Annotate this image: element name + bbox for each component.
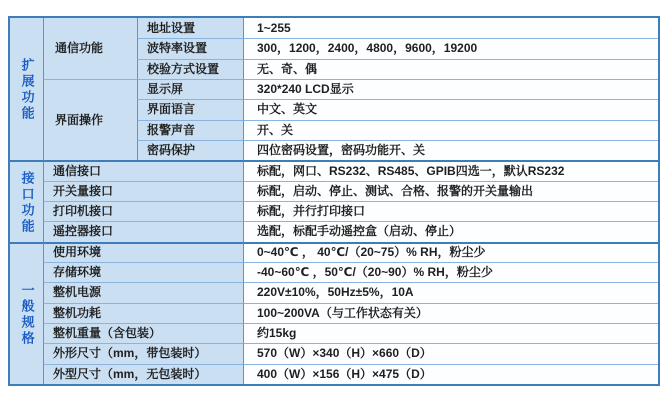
group-label-communication-function: 通信功能 — [43, 18, 137, 79]
row-value-dimensions-packed: 570（W）×340（H）×660（D） — [243, 343, 658, 363]
section-title-general-specs: 一般规格 — [10, 242, 43, 384]
specification-table — [8, 16, 660, 386]
row-value-power-supply: 220V±10%，50Hz±5%，10A — [243, 282, 658, 302]
row-label-remote-control-port: 遥控器接口 — [43, 221, 243, 241]
row-label-weight-with-package: 整机重量（含包装） — [43, 323, 243, 343]
row-label-storage-environment: 存储环境 — [43, 262, 243, 282]
row-label-power-consumption: 整机功耗 — [43, 303, 243, 323]
row-value-remote-control-port: 选配，标配手动遥控盒（启动、停止） — [243, 221, 658, 241]
row-value-dimensions-unpacked: 400（W）×156（H）×475（D） — [243, 364, 658, 384]
row-value-password-protection: 四位密码设置，密码功能开、关 — [243, 140, 658, 160]
section-title-interface-functions: 接口功能 — [10, 160, 43, 241]
row-label-dimensions-unpacked: 外型尺寸（mm，无包装时） — [43, 364, 243, 384]
row-value-display-screen: 320*240 LCD显示 — [243, 79, 658, 99]
row-value-communication-port: 标配，网口、RS232、RS485、GPIB四选一，默认RS232 — [243, 160, 658, 180]
row-label-printer-port: 打印机接口 — [43, 201, 243, 221]
row-value-power-consumption: 100~200VA（与工作状态有关） — [243, 303, 658, 323]
row-value-parity-setting: 无、奇、偶 — [243, 59, 658, 79]
row-value-interface-language: 中文、英文 — [243, 99, 658, 119]
row-label-address-setting: 地址设置 — [137, 18, 243, 38]
row-value-address-setting: 1~255 — [243, 18, 658, 38]
group-label-interface-operation: 界面操作 — [43, 79, 137, 160]
row-label-parity-setting: 校验方式设置 — [137, 59, 243, 79]
row-value-printer-port: 标配，并行打印接口 — [243, 201, 658, 221]
row-label-operating-environment: 使用环境 — [43, 242, 243, 262]
row-label-power-supply: 整机电源 — [43, 282, 243, 302]
row-label-interface-language: 界面语言 — [137, 99, 243, 119]
row-value-alarm-sound: 开、关 — [243, 120, 658, 140]
row-value-baud-rate-setting: 300，1200，2400，4800，9600，19200 — [243, 38, 658, 58]
row-label-display-screen: 显示屏 — [137, 79, 243, 99]
row-label-communication-port: 通信接口 — [43, 160, 243, 180]
row-label-switch-signal-port: 开关量接口 — [43, 181, 243, 201]
row-label-dimensions-packed: 外形尺寸（mm，带包装时） — [43, 343, 243, 363]
row-value-switch-signal-port: 标配，启动、停止、测试、合格、报警的开关量输出 — [243, 181, 658, 201]
section-title-extended-functions: 扩展功能 — [10, 18, 43, 160]
row-label-baud-rate-setting: 波特率设置 — [137, 38, 243, 58]
row-label-alarm-sound: 报警声音 — [137, 120, 243, 140]
row-value-weight-with-package: 约15kg — [243, 323, 658, 343]
row-label-password-protection: 密码保护 — [137, 140, 243, 160]
row-value-operating-environment: 0~40℃ ， 40℃/（20~75）% RH，粉尘少 — [243, 242, 658, 262]
row-value-storage-environment: -40~60℃ ，50℃/（20~90）% RH，粉尘少 — [243, 262, 658, 282]
